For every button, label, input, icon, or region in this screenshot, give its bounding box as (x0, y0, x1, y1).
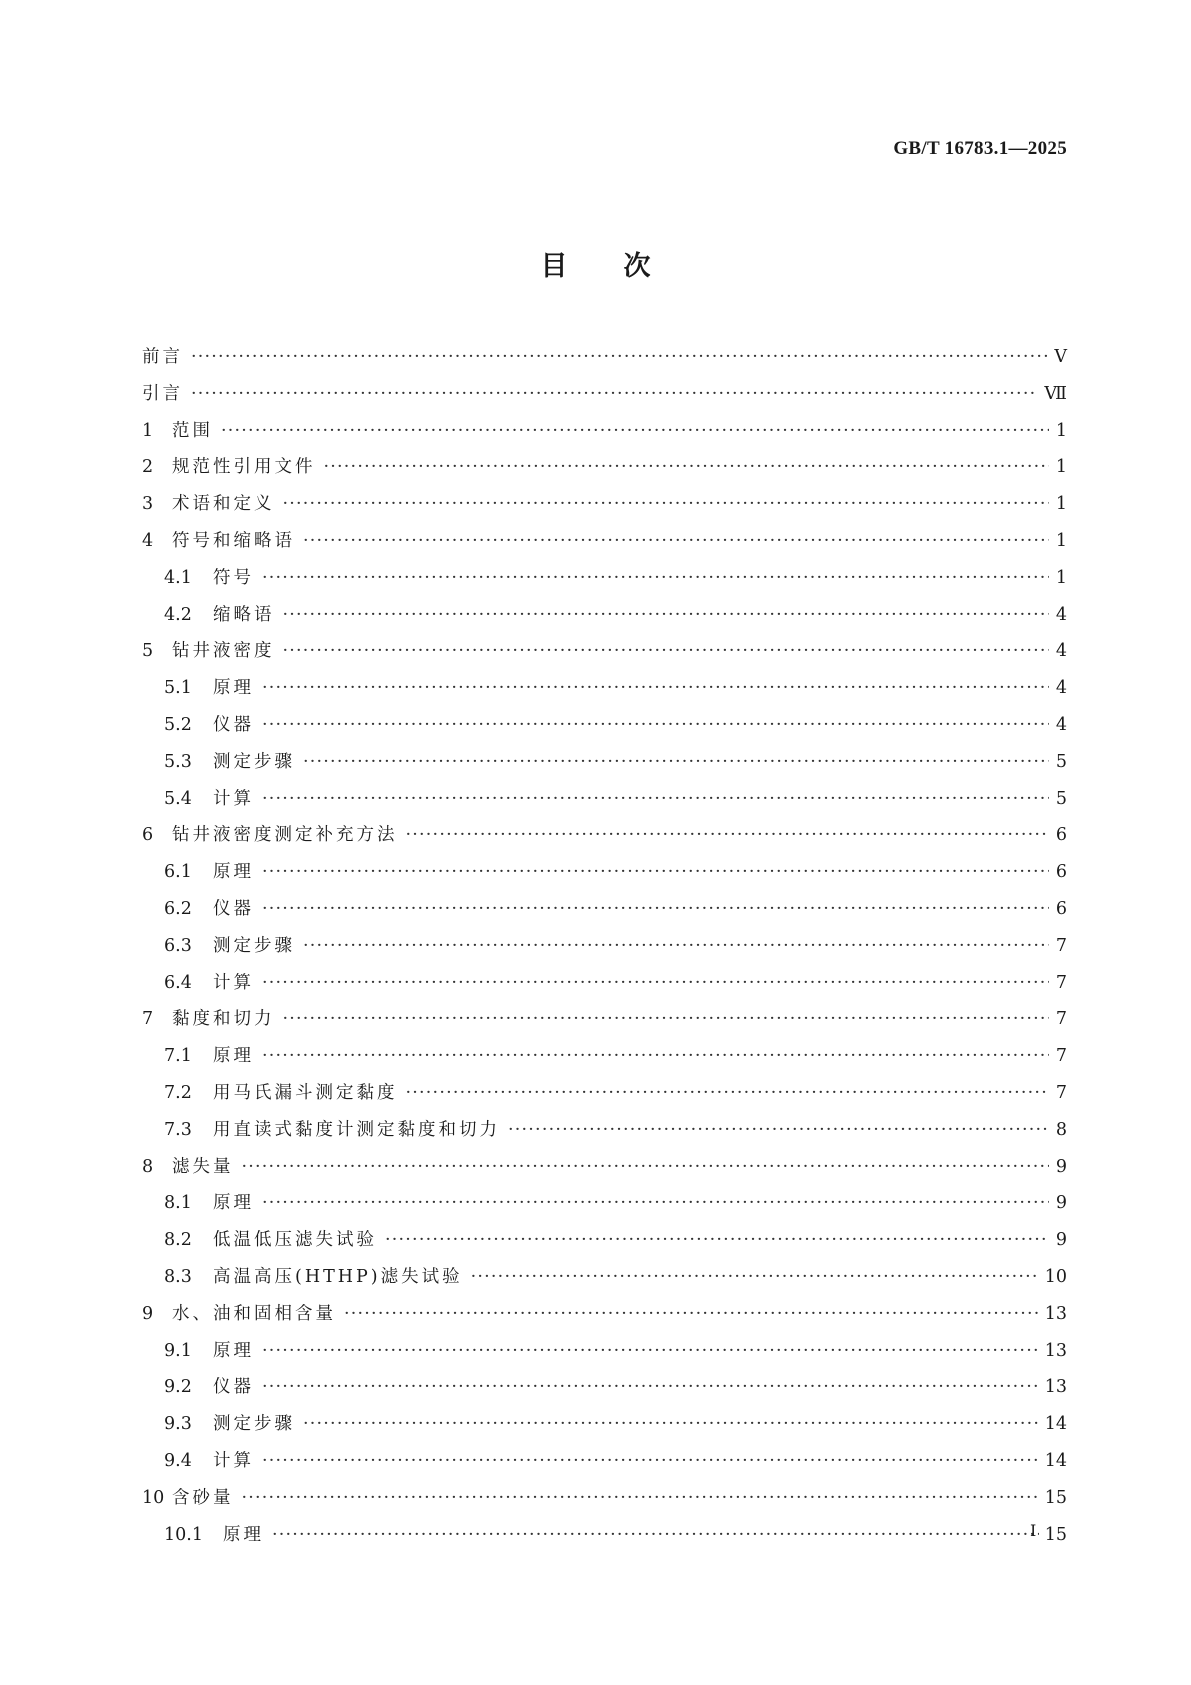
toc-entry-number: 10.1 (164, 1524, 203, 1545)
toc-entry-label: 低温低压滤失试验 (213, 1230, 377, 1251)
toc-entry-page: 14 (1044, 1450, 1067, 1471)
page-number: Ⅰ (1030, 1523, 1037, 1540)
toc-entry[interactable] (142, 413, 1067, 450)
toc-entry-label: 原理 (213, 1193, 254, 1214)
toc-entry-label: 计算 (213, 972, 254, 993)
toc-entry-page: 4 (1055, 604, 1067, 625)
toc-entry-number: 3 (142, 494, 154, 515)
toc-entry-number: 2 (142, 457, 154, 478)
toc-entry-page: 5 (1055, 751, 1067, 772)
toc-entry-number: 1 (142, 420, 154, 441)
toc-entry-page: Ⅴ (1054, 347, 1067, 367)
toc-entry[interactable] (142, 1406, 1067, 1443)
toc-dot-leader (303, 928, 1049, 965)
toc-entry-label: 仪器 (213, 1377, 254, 1398)
toc-entry-label: 测定步骤 (213, 1414, 295, 1435)
toc-entry[interactable] (142, 486, 1067, 523)
toc-entry-label: 规范性引用文件 (172, 457, 316, 478)
toc-entry[interactable] (142, 744, 1067, 781)
toc-entry-label: 原理 (213, 862, 254, 883)
toc-entry-number: 5.4 (164, 788, 192, 809)
toc-entry-page: 6 (1055, 898, 1067, 919)
toc-entry[interactable] (142, 376, 1067, 413)
toc-entry-number: 10 (142, 1487, 165, 1508)
toc-entry[interactable] (142, 1001, 1067, 1038)
toc-entry-number: 9.2 (164, 1377, 192, 1398)
toc-entry-label: 前言 (142, 347, 183, 367)
toc-dot-leader (242, 1480, 1039, 1517)
toc-entry-page: 9 (1055, 1230, 1067, 1251)
toc-entry[interactable] (142, 560, 1067, 597)
toc-entry-number: 6.1 (164, 862, 192, 883)
toc-entry-label: 计算 (213, 788, 254, 809)
toc-dot-leader (191, 376, 1038, 413)
toc-entry-label: 原理 (213, 1046, 254, 1067)
toc-dot-leader (344, 1296, 1039, 1333)
toc-entry-page: 10 (1044, 1266, 1067, 1287)
toc-entry-page: 15 (1044, 1487, 1067, 1508)
toc-entry[interactable] (142, 339, 1067, 376)
toc-entry[interactable] (142, 1185, 1067, 1222)
toc-entry[interactable] (142, 781, 1067, 818)
toc-entry-label: 钻井液密度测定补充方法 (172, 825, 398, 846)
toc-entry-number: 4 (142, 530, 154, 551)
toc-entry[interactable] (142, 854, 1067, 891)
toc-entry-page: 4 (1055, 714, 1067, 735)
toc-entry-number: 8 (142, 1156, 154, 1177)
toc-entry[interactable] (142, 1038, 1067, 1075)
toc-dot-leader (303, 1406, 1039, 1443)
document-code: GB/T 16783.1—2025 (893, 138, 1067, 159)
toc-entry[interactable] (142, 1517, 1067, 1554)
toc-entry[interactable] (142, 1259, 1067, 1296)
toc-entry-label: 滤失量 (172, 1156, 234, 1177)
toc-entry[interactable] (142, 1443, 1067, 1480)
toc-entry-label: 用马氏漏斗测定黏度 (213, 1082, 398, 1103)
toc-entry-number: 7.2 (164, 1082, 192, 1103)
toc-entry-label: 仪器 (213, 714, 254, 735)
toc-entry-label: 原理 (213, 1340, 254, 1361)
toc-dot-leader (262, 560, 1049, 597)
toc-entry[interactable] (142, 633, 1067, 670)
toc-entry-label: 符号和缩略语 (172, 530, 295, 551)
toc-dot-leader (242, 1149, 1050, 1186)
toc-entry-page: 14 (1044, 1414, 1067, 1435)
toc-dot-leader (262, 891, 1049, 928)
toc-entry[interactable] (142, 1480, 1067, 1517)
toc-entry-label: 高温高压(HTHP)滤失试验 (213, 1266, 463, 1287)
toc-entry-number: 8.3 (164, 1266, 192, 1287)
toc-dot-leader (262, 1185, 1049, 1222)
toc-entry-page: 1 (1055, 457, 1067, 478)
toc-entry[interactable] (142, 928, 1067, 965)
toc-entry[interactable] (142, 523, 1067, 560)
toc-entry-number: 9.3 (164, 1414, 192, 1435)
toc-entry-number: 9.4 (164, 1450, 192, 1471)
toc-entry-page: 9 (1055, 1193, 1067, 1214)
toc-dot-leader (324, 449, 1050, 486)
toc-dot-leader (262, 781, 1049, 818)
toc-entry-page: 9 (1055, 1156, 1067, 1177)
toc-dot-leader (221, 413, 1049, 450)
toc-entry-number: 6.4 (164, 972, 192, 993)
toc-entry[interactable] (142, 707, 1067, 744)
toc-entry-page: 15 (1044, 1524, 1067, 1545)
toc-entry-page: 13 (1044, 1340, 1067, 1361)
toc-entry-label: 范围 (172, 420, 213, 441)
toc-entry-number: 4.2 (164, 604, 192, 625)
toc-dot-leader (262, 854, 1049, 891)
toc-entry-page: 6 (1055, 825, 1067, 846)
toc-dot-leader (262, 1443, 1039, 1480)
toc-entry-page: 6 (1055, 862, 1067, 883)
toc-entry-number: 9.1 (164, 1340, 192, 1361)
toc-dot-leader (283, 597, 1050, 634)
toc-dot-leader (262, 1369, 1039, 1406)
toc-entry[interactable] (142, 449, 1067, 486)
toc-entry-label: 符号 (213, 567, 254, 588)
toc-dot-leader (508, 1112, 1049, 1149)
toc-entry-label: 原理 (213, 678, 254, 699)
toc-entry-number: 6.3 (164, 935, 192, 956)
toc-dot-leader (406, 1075, 1050, 1112)
toc-entry-page: 7 (1055, 972, 1067, 993)
toc-dot-leader (471, 1259, 1039, 1296)
toc-entry-label: 计算 (213, 1450, 254, 1471)
toc-dot-leader (262, 1038, 1049, 1075)
toc-entry-number: 5 (142, 641, 154, 662)
toc-dot-leader (303, 523, 1049, 560)
toc-entry-number: 7.1 (164, 1046, 192, 1067)
toc-entry-label: 测定步骤 (213, 751, 295, 772)
page-title: 目次 (540, 251, 707, 282)
toc-entry-page: 1 (1055, 494, 1067, 515)
toc-entry-number: 5.3 (164, 751, 192, 772)
toc-entry[interactable] (142, 891, 1067, 928)
toc-entry-page: 1 (1055, 420, 1067, 441)
toc-entry-label: 仪器 (213, 898, 254, 919)
toc-entry-number: 7.3 (164, 1119, 192, 1140)
toc-dot-leader (262, 1333, 1039, 1370)
toc-entry-page: 13 (1044, 1303, 1067, 1324)
toc-entry-label: 黏度和切力 (172, 1009, 275, 1030)
toc-dot-leader (283, 486, 1050, 523)
toc-entry-page: 7 (1055, 935, 1067, 956)
toc-entry-label: 缩略语 (213, 604, 275, 625)
toc-dot-leader (262, 707, 1049, 744)
toc-entry-number: 6.2 (164, 898, 192, 919)
toc-entry-number: 8.2 (164, 1230, 192, 1251)
toc-entry[interactable] (142, 1112, 1067, 1149)
toc-dot-leader (283, 633, 1050, 670)
toc-entry[interactable] (142, 1222, 1067, 1259)
toc-entry-page: 8 (1055, 1119, 1067, 1140)
toc-entry-page: 13 (1044, 1377, 1067, 1398)
toc-entry-label: 原理 (223, 1524, 264, 1545)
toc-entry[interactable] (142, 670, 1067, 707)
toc-entry-label: 含砂量 (172, 1487, 234, 1508)
toc-entry-label: 引言 (142, 383, 183, 404)
toc-entry[interactable] (142, 1149, 1067, 1186)
toc-entry[interactable] (142, 1333, 1067, 1370)
toc-entry-page: 7 (1055, 1082, 1067, 1103)
toc-entry-page: 5 (1055, 788, 1067, 809)
toc-dot-leader (385, 1222, 1049, 1259)
toc-entry-number: 5.1 (164, 678, 192, 699)
toc-entry-page: 7 (1055, 1046, 1067, 1067)
toc-entry-page: 7 (1055, 1009, 1067, 1030)
toc-entry[interactable] (142, 1296, 1067, 1333)
toc-entry-label: 水、油和固相含量 (172, 1303, 336, 1324)
toc-entry-number: 8.1 (164, 1193, 192, 1214)
toc-entry[interactable] (142, 1075, 1067, 1112)
toc-dot-leader (191, 339, 1048, 376)
toc-entry-number: 5.2 (164, 714, 192, 735)
toc-entry-page: 1 (1055, 530, 1067, 551)
toc-entry[interactable] (142, 817, 1067, 854)
toc-entry-label: 钻井液密度 (172, 641, 275, 662)
toc-dot-leader (262, 670, 1049, 707)
toc-entry[interactable] (142, 965, 1067, 1002)
toc-entry-number: 7 (142, 1009, 154, 1030)
toc-dot-leader (406, 817, 1050, 854)
toc-entry-number: 9 (142, 1303, 154, 1324)
toc-entry-page: 4 (1055, 641, 1067, 662)
toc-entry-page: Ⅶ (1044, 383, 1067, 404)
toc-entry-label: 用直读式黏度计测定黏度和切力 (213, 1119, 500, 1140)
toc-entry-page: 4 (1055, 678, 1067, 699)
toc-entry-label: 术语和定义 (172, 494, 275, 515)
toc-entry[interactable] (142, 597, 1067, 634)
toc-entry-number: 6 (142, 825, 154, 846)
toc-entry[interactable] (142, 1369, 1067, 1406)
toc-dot-leader (303, 744, 1049, 781)
table-of-contents (142, 339, 1067, 1553)
toc-entry-page: 1 (1055, 567, 1067, 588)
toc-dot-leader (262, 965, 1049, 1002)
toc-entry-number: 4.1 (164, 567, 192, 588)
toc-dot-leader (272, 1517, 1039, 1554)
toc-dot-leader (283, 1001, 1050, 1038)
toc-entry-label: 测定步骤 (213, 935, 295, 956)
